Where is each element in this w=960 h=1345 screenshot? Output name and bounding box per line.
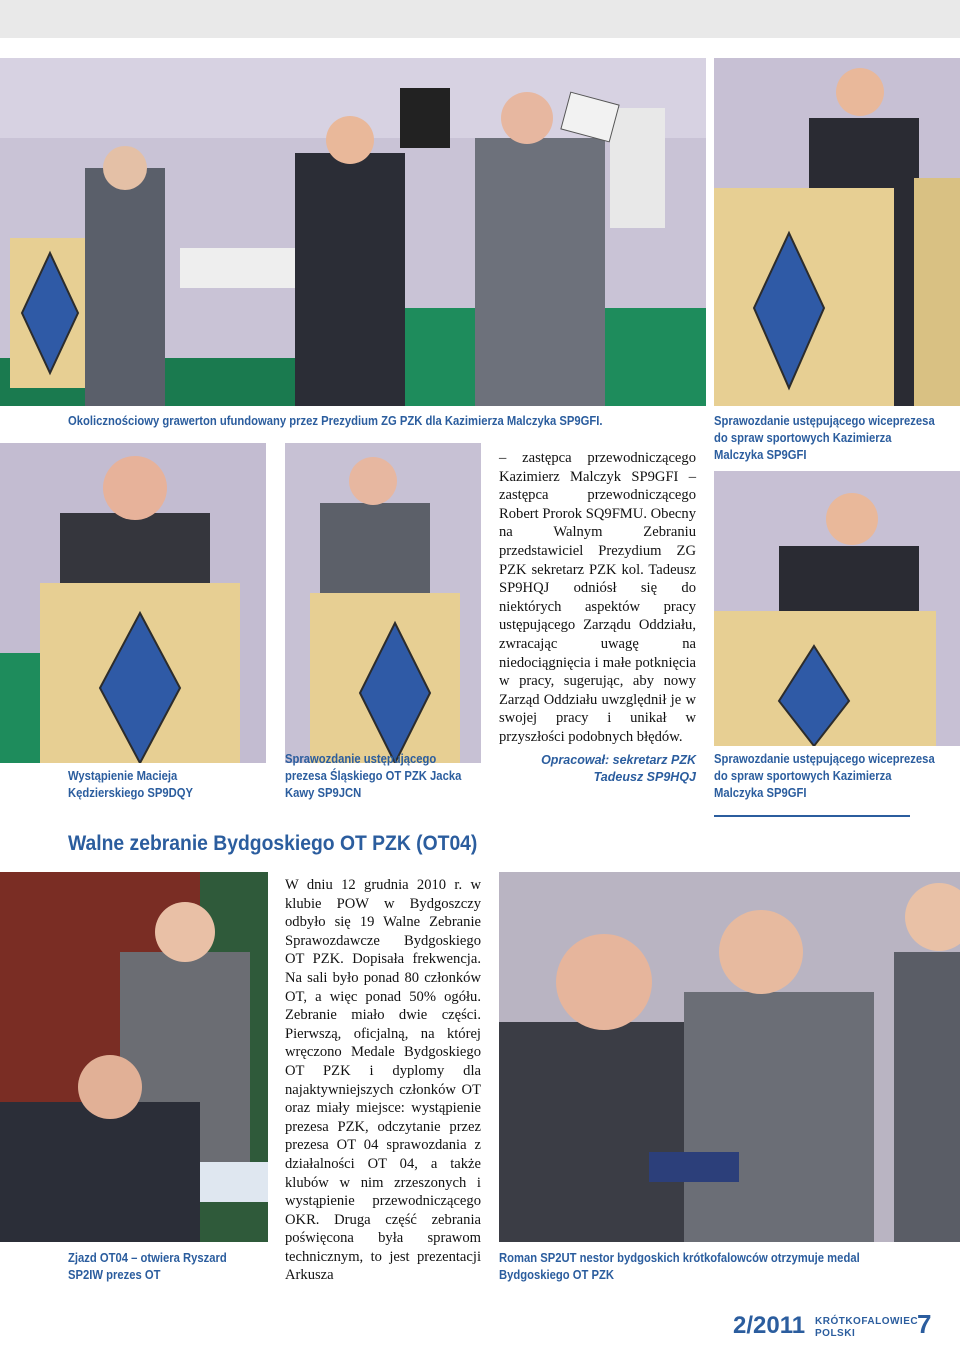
caption-vice-president-mid: Sprawozdanie ustępującego wiceprezesa do spraw sportowych Kazimierza Malczyka SP9GFI (714, 752, 935, 800)
section-article-text: W dniu 12 grudnia 2010 r. w klubie POW w Bydgoszczy odbyło się 19 Walne Zebranie Sprawozdawcze Bydgoskiego OT PZK. Dopisała frekwencja. Na sali było ponad 80 członków OT, a więc ponad 50% ogółu. Zebranie miało dwie części. Pierwszą, oficjalną, na której wręczono Medale Bydgoskiego OT PZK i dyplomy dla najaktywniejszych członków OT oraz miały miejsce: wystąpienie prezesa PZK, odczytanie przez prezesa OT 04 sprawozdania z działalności OT 04, a także klubów w nim zrzeszonych i wystąpienie przewodniczącego OKR. Druga część zebrania poświęcona była sprawom technicznym, to jest prezentacji Arkusza (285, 877, 481, 1284)
caption-zjazd: Zjazd OT04 – otwiera Ryszard SP2IW prezes OT (68, 1251, 227, 1282)
section-title: Walne zebranie Bydgoskiego OT PZK (OT04) (68, 832, 478, 855)
magazine-name-line2: POLSKI (815, 1328, 856, 1339)
page-number: 7 (917, 1309, 932, 1339)
caption-vice-president-top: Sprawozdanie ustępującego wiceprezesa do spraw sportowych Kazimierza Malczyka SP9GFI (714, 414, 935, 462)
article-election-text: – zastępca przewodniczącego Kazimierz Malczyk SP9GFI – zastępca przewodniczącego Robert Prorok SQ9FMU. Obecny na Walnym Zebraniu przedstawiciel Prezydium ZG PZK sekretarz PZK kol. Tadeusz SP9HQJ odniósł się do niektórych aspektów pracy ustępującego Zarządu Oddziału, zwracając uwagę na niedociągnięcia i małe potknięcia w pracy, sugerując, aby nowy Zarząd Oddziału uwzględnił je w swojej pracy i unikał w przyszłości podobnych błędów. (499, 450, 697, 745)
caption-speaker-sp9dqy: Wystąpienie Macieja Kędzierskiego SP9DQY (68, 769, 194, 800)
issue-number: 2/2011 (733, 1312, 806, 1339)
photo-speaker-sp9jcn (285, 443, 481, 763)
magazine-name-line1: KRÓTKOFALOWIEC (815, 1316, 919, 1327)
caption-roman-medal: Roman SP2UT nestor bydgoskich krótkofalowców otrzymuje medal Bydgoskiego OT PZK (499, 1251, 860, 1282)
article-signature: Opracował: sekretarz PZK Tadeusz SP9HQJ (541, 753, 696, 784)
caption-speaker-sp9jcn: Sprawozdanie ustępującego prezesa Śląskiego OT PZK Jacka Kawy SP9JCN (285, 752, 462, 800)
photo-roman-sp2ut-medal (499, 872, 960, 1242)
photo-presidium-award (0, 58, 706, 406)
section-rule-right (714, 815, 910, 817)
photo-vice-president-podium-top (714, 58, 960, 406)
photo-speaker-sp9dqy (0, 443, 266, 763)
photo-vice-president-podium-mid (714, 471, 960, 746)
caption-award: Okolicznościowy grawerton ufundowany przez Prezydium ZG PZK dla Kazimierza Malczyka SP9GFI. (68, 414, 603, 428)
top-margin-bar (0, 0, 960, 38)
photo-zjazd-ot04 (0, 872, 268, 1242)
